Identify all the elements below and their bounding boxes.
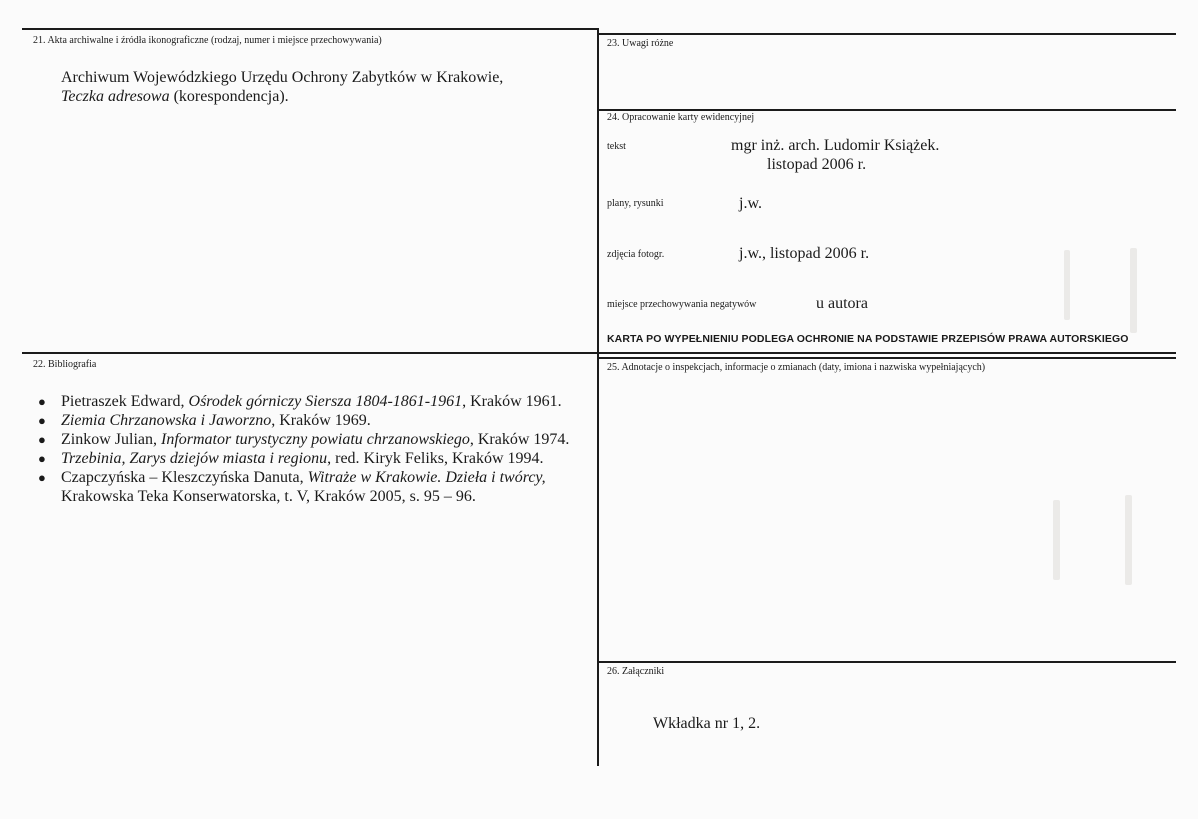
tekst-value-date: listopad 2006 r. [767,156,867,173]
bibliography-item-post: , Kraków 1961. [462,393,562,410]
bibliography-item-post: , Kraków 1969. [271,412,371,429]
zdjecia-label: zdjęcia fotogr. [607,249,665,260]
plany-value: j.w. [739,195,762,212]
miejsce-value: u autora [816,295,868,312]
scan-smudge [1053,500,1060,580]
bibliography-item [35,411,595,430]
bibliography-item-title: Informator turystyczny powiatu chrzanowskiego [161,431,470,448]
bibliography-item-pre: Zinkow Julian, [61,431,161,448]
section-21-label: 21. Akta archiwalne i źródła ikonograficzne (rodzaj, numer i miejsce przechowywania) [33,35,382,46]
rule-25-under [598,357,1176,359]
bibliography-item-pre: Pietraszek Edward, [61,393,189,410]
section-24-label: 24. Opracowanie karty ewidencyjnej [607,112,755,123]
bullet-icon: ● [38,413,46,428]
scan-smudge [1064,250,1070,320]
copyright-notice: KARTA PO WYPEŁNIENIU PODLEGA OCHRONIE NA PODSTAWIE PRZEPISÓW PRAWA AUTORSKIEGO [607,333,1129,345]
bibliography-item-title: Ośrodek górniczy Siersza 1804-1861-1961 [188,393,463,410]
section-21-line2-rest: (korespondencja). [169,88,289,105]
bibliography-item [35,468,595,506]
bibliography-item [35,449,595,468]
bibliography-item-title: Trzebinia, Zarys dziejów miasta i regionu [61,450,328,467]
section-21-text [61,68,581,106]
rule-23-24 [598,109,1176,111]
scan-smudge [1130,248,1137,333]
bibliography-list [35,392,595,506]
bullet-icon: ● [38,470,46,485]
scan-smudge [1125,495,1132,585]
rule-26 [598,661,1176,663]
bibliography-item-pre: Czapczyńska – Kleszczyńska Danuta, [61,469,308,486]
bullet-icon: ● [38,432,46,447]
miejsce-label: miejsce przechowywania negatywów [607,299,757,310]
section-23-label: 23. Uwagi różne [607,38,674,49]
bibliography-item [35,430,595,449]
bibliography-item-post: , Kraków 1974. [469,431,570,448]
center-divider [597,28,599,766]
section-21-line1: Archiwum Wojewódzkiego Urzędu Ochrony Zabytków w Krakowie, [61,69,504,86]
plany-label: plany, rysunki [607,198,664,209]
rule-mid [22,352,1176,354]
bibliography-item-title: Ziemia Chrzanowska i Jaworzno [61,412,272,429]
section-22-label: 22. Bibliografia [33,359,97,370]
bibliography-item-post: , red. Kiryk Feliks, Kraków 1994. [327,450,544,467]
top-rule-left [22,28,598,30]
bibliography-item [35,392,595,411]
top-rule-right [598,33,1176,35]
section-21-line2-italic: Teczka adresowa [61,88,170,105]
bullet-icon: ● [38,394,46,409]
tekst-value-author: mgr inż. arch. Ludomir Książek. [731,137,940,154]
section-21-line2 [61,87,581,106]
attachments-value: Wkładka nr 1, 2. [653,715,761,732]
tekst-label: tekst [607,141,626,152]
bullet-icon: ● [38,451,46,466]
section-25-label: 25. Adnotacje o inspekcjach, informacje o zmianach (daty, imiona i nazwiska wypełniających) [607,362,986,373]
bibliography-item-post: Krakowska Teka Konserwatorska, t. V, Kraków 2005, s. 95 – 96. [61,488,476,505]
bibliography-item-title: Witraże w Krakowie. Dzieła i twórcy, [307,469,546,486]
zdjecia-value: j.w., listopad 2006 r. [739,245,870,262]
section-26-label: 26. Załączniki [607,666,665,677]
